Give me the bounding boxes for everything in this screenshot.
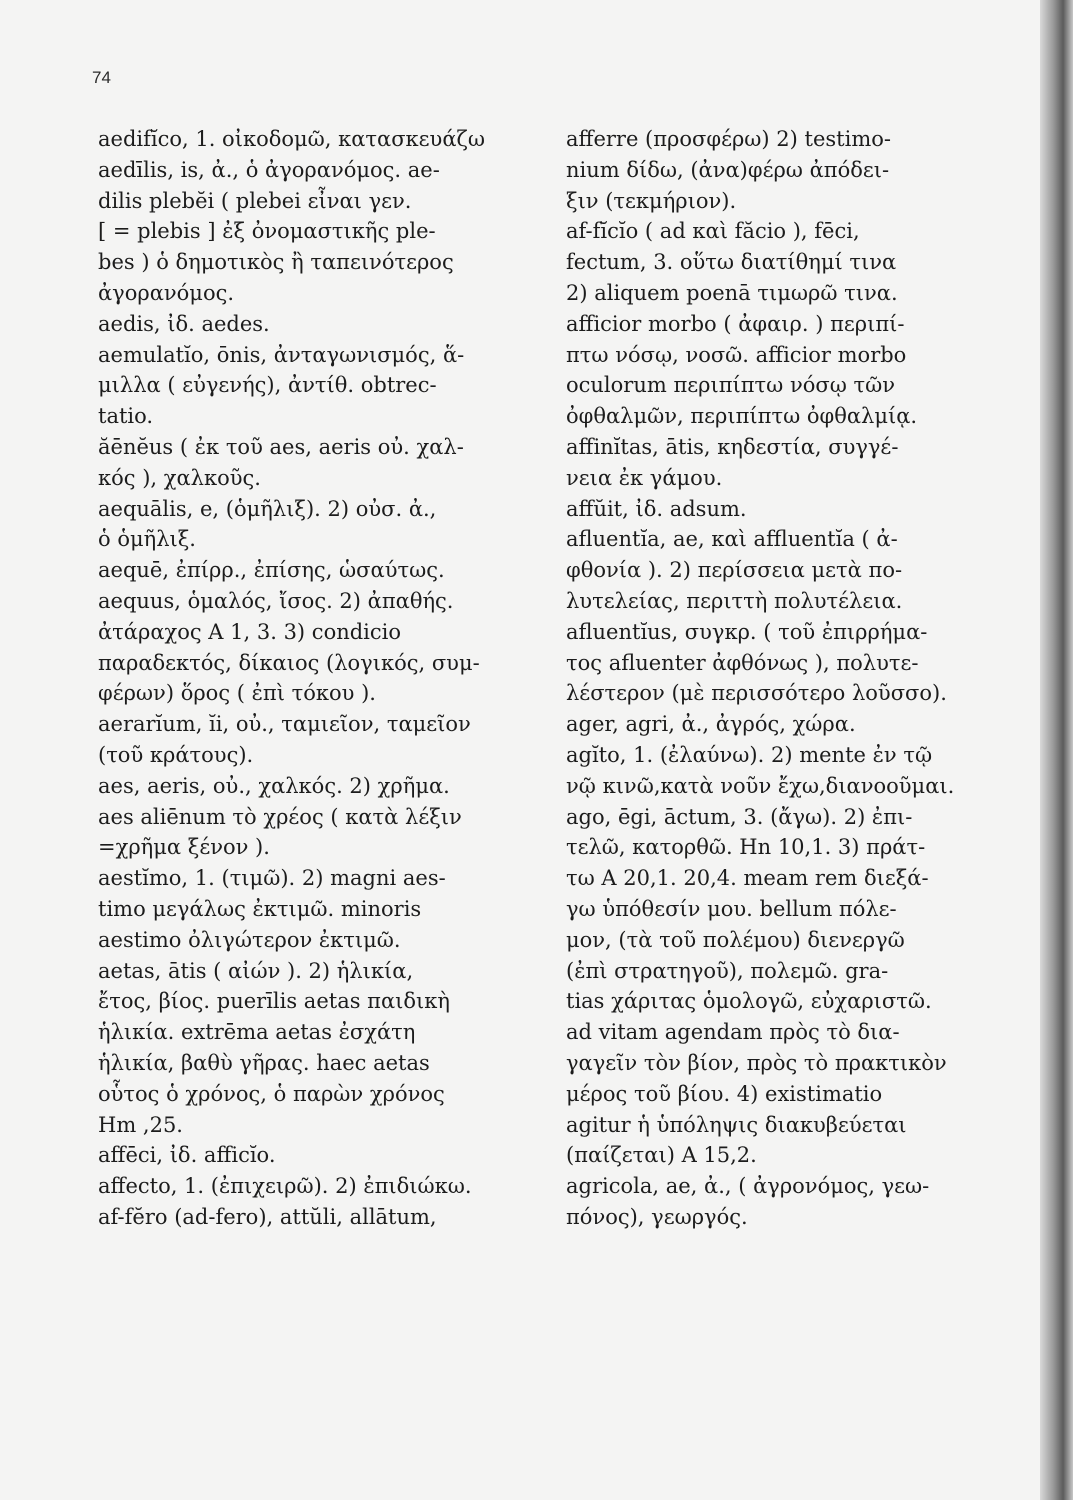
right-column-line: φθονία ). 2) περίσσεια μετὰ πο-: [566, 558, 903, 583]
right-column-line: agricola, ae, ἀ., ( ἀγρονόμος, γεω-: [566, 1174, 930, 1199]
right-column-line: νῷ κινῶ,κατὰ νοῦν ἔχω,διανοοῦμαι.: [566, 773, 955, 798]
left-column-line: Hm ,25.: [98, 1112, 183, 1137]
right-column-line: afferre (προσφέρω) 2) testimo-: [566, 127, 891, 151]
left-column-line: ἀτάραχος A 1, 3. 3) condicio: [98, 619, 402, 644]
right-column-line: oculorum περιπίπτω νόσῳ τῶν: [566, 373, 896, 398]
right-column-line: (παίζεται) A 15,2.: [566, 1143, 757, 1168]
left-column-line: ἡλικία. extrēma aetas ἐσχάτη: [98, 1020, 416, 1045]
left-column-line: timo μεγάλως ἐκτιμῶ. minoris: [98, 896, 422, 921]
left-column-line: φέρων) ὅρος ( ἐπὶ τόκου ).: [98, 681, 376, 706]
right-column-line: μέρος τοῦ βίου. 4) existimatio: [566, 1081, 883, 1106]
right-column-line: τελῶ, κατορθῶ. Hn 10,1. 3) πράτ-: [566, 835, 926, 860]
left-column-line: παραδεκτός, δίκαιος (λογικός, συμ-: [98, 650, 480, 675]
right-column-line: μον, (τὰ τοῦ πολέμου) διενεργῶ: [566, 927, 905, 952]
left-column-line: ἀγορανόμος.: [98, 280, 235, 305]
right-column-line: afluentĭa, ae, καὶ affluentĭa ( ἀ-: [566, 527, 898, 552]
right-column-line: afficior morbo ( ἀφαιρ. ) περιπί-: [566, 311, 905, 336]
left-column-line: aestĭmo, 1. (τιμῶ). 2) magni aes-: [98, 866, 446, 891]
right-column: [566, 124, 996, 1233]
left-column-line: =χρῆμα ξένον ).: [98, 835, 270, 860]
left-column-line: κός ), χαλκοῦς.: [98, 465, 261, 490]
left-column-line: ăēnĕus ( ἐκ τοῦ aes, aeris οὐ. χαλ-: [98, 434, 464, 459]
right-column-line: πόνος), γεωργός.: [566, 1204, 748, 1229]
left-column-line: aes aliēnum τὸ χρέος ( κατὰ λέξιν: [98, 804, 462, 829]
right-column-line: 2) aliquem poenā τιμωρῶ τινα.: [566, 280, 898, 305]
right-column-line: af-fĭcĭo ( ad καὶ făcio ), fēci,: [566, 219, 860, 244]
right-column-line: tias χάριτας ὁμολογῶ, εὐχαριστῶ.: [566, 989, 932, 1014]
right-column-line: ὀφθαλμῶν, περιπίπτω ὀφθαλμίᾳ.: [566, 404, 918, 429]
left-column-line: aetas, ātis ( αἰών ). 2) ἡλικία,: [98, 958, 414, 983]
right-column-line: nium δίδω, (ἀνα)φέρω ἀπόδει-: [566, 157, 890, 182]
right-column-line: τος afluenter ἀφθόνως ), πολυτε-: [566, 650, 919, 675]
right-column-line: νεια ἐκ γάμου.: [566, 465, 723, 490]
right-column-line: (ἐπὶ στρατηγοῦ), πολεμῶ. gra-: [566, 958, 889, 983]
right-column-line: ager, agri, ἀ., ἀγρός, χώρα.: [566, 712, 856, 737]
left-column-line: aestimo ὀλιγώτερον ἐκτιμῶ.: [98, 927, 401, 952]
left-column-line: [ = plebis ] ἐξ ὀνομαστικῆς ple-: [98, 219, 436, 244]
left-column-line: οὗτος ὁ χρόνος, ὁ παρὼν χρόνος: [98, 1081, 445, 1106]
left-column-line: aemulatĭo, ōnis, ἀνταγωνισμός, ἅ-: [98, 342, 465, 367]
left-column-line: aedifĭco, 1. οἰκοδομῶ, κατασκευάζω: [98, 127, 486, 151]
right-column-line: afluentĭus, συγκρ. ( τοῦ ἐπιρρήμα-: [566, 619, 928, 644]
right-column-line: affŭit, ἰδ. adsum.: [566, 496, 747, 521]
left-column-line: tatio.: [98, 404, 154, 429]
right-column-line: agĭto, 1. (ἐλαύνω). 2) mente ἐν τῷ: [566, 742, 933, 767]
left-column-line: affecto, 1. (ἐπιχειρῶ). 2) ἐπιδιώκω.: [98, 1174, 472, 1199]
left-column-line: aerarĭum, ĭi, οὐ., ταμιεῖον, ταμεῖον: [98, 712, 471, 737]
right-column-line: γαγεῖν τὸν βίον, πρὸς τὸ πρακτικὸν: [566, 1050, 947, 1075]
right-column-line: affinĭtas, ātis, κηδεστία, συγγέ-: [566, 434, 899, 459]
left-column-line: aes, aeris, οὐ., χαλκός. 2) χρῆμα.: [98, 773, 450, 798]
left-column-line: ἔτος, βίος. puerīlis aetas παιδικὴ: [98, 989, 450, 1014]
left-column-line: affēci, ἰδ. afficĭo.: [98, 1143, 276, 1168]
left-column-line: aequālis, e, (ὁμῆλιξ). 2) οὐσ. ἀ.,: [98, 496, 437, 521]
right-column-line: πτω νόσῳ, νοσῶ. afficior morbo: [566, 342, 907, 367]
right-column-line: λέστερον (μὲ περισσότερο λοῦσσο).: [566, 681, 947, 706]
right-column-line: ξιν (τεκμήριον).: [566, 188, 737, 213]
right-column-line: γω ὑπόθεσίν μου. bellum πόλε-: [566, 896, 897, 921]
left-column: [98, 124, 528, 1233]
book-spine-shadow: [1040, 0, 1073, 1500]
left-column-line: μιλλα ( εὐγενής), ἀντίθ. obtrec-: [98, 373, 437, 398]
left-column-line: af-fĕro (ad-fero), attŭli, allātum,: [98, 1204, 437, 1229]
right-column-line: agitur ἡ ὑπόληψις διακυβεύεται: [566, 1112, 907, 1137]
right-column-line: ad vitam agendam πρὸς τὸ δια-: [566, 1020, 900, 1045]
left-column-line: ἡλικία, βαθὺ γῆρας. haec aetas: [98, 1050, 430, 1075]
right-column-line: fectum, 3. οὕτω διατίθημί τινα: [566, 250, 897, 275]
left-column-line: dilis plebĕi ( plebei εἶναι γεν.: [98, 188, 412, 213]
right-column-line: τω A 20,1. 20,4. meam rem διεξά-: [566, 866, 929, 891]
page-number: 74: [92, 68, 111, 87]
left-column-line: aedīlis, is, ἀ., ὁ ἀγορανόμος. ae-: [98, 157, 440, 182]
left-column-line: aedis, ἰδ. aedes.: [98, 311, 270, 336]
right-column-line: λυτελείας, περιττὴ πολυτέλεια.: [566, 588, 903, 613]
right-column-line: ago, ēgi, āctum, 3. (ἄγω). 2) ἐπι-: [566, 804, 913, 829]
left-column-line: aequē, ἐπίρρ., ἐπίσης, ὡσαύτως.: [98, 558, 445, 583]
left-column-line: ὁ ὁμῆλιξ.: [98, 527, 196, 552]
left-column-line: aequus, ὁμαλός, ἴσος. 2) ἀπαθής.: [98, 588, 454, 613]
left-column-line: (τοῦ κράτους).: [98, 742, 254, 767]
left-column-line: bes ) ὁ δημοτικὸς ἢ ταπεινότερος: [98, 250, 454, 275]
